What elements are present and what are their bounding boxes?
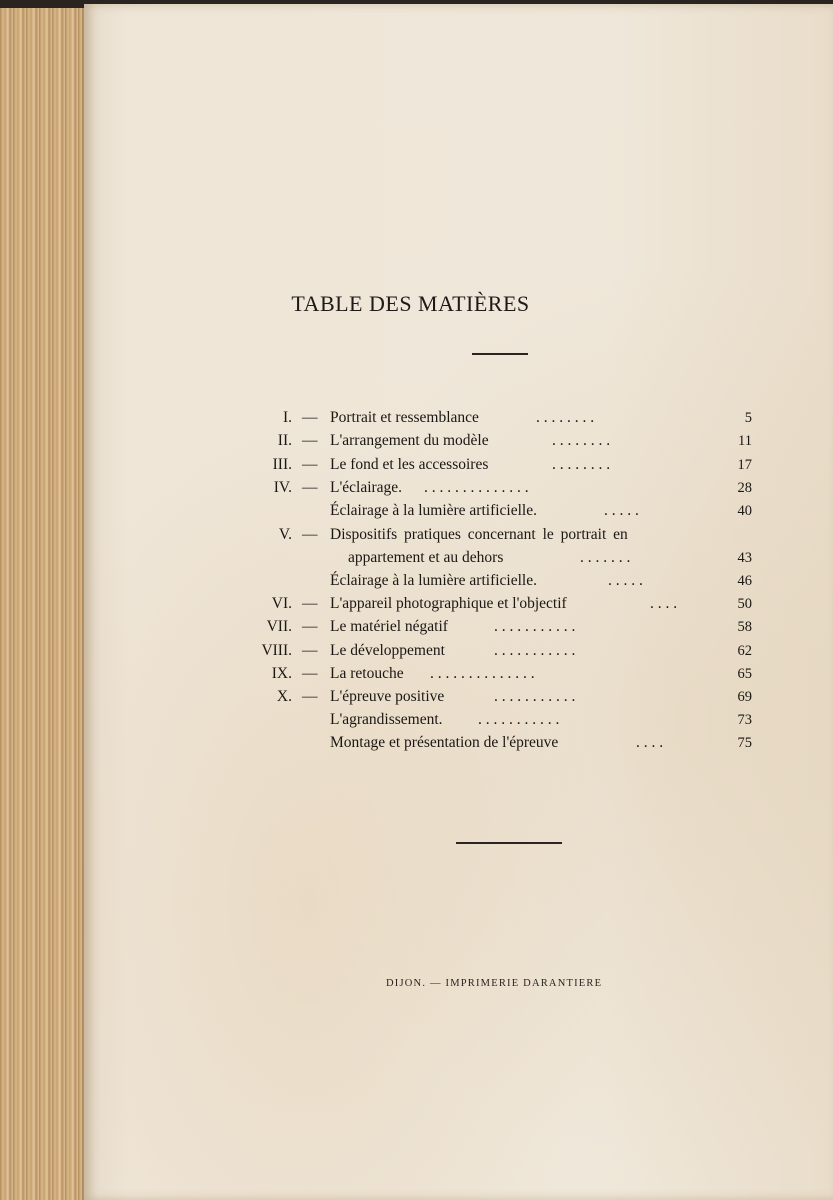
page-number: 11: [738, 433, 752, 449]
leader-dots: . . . . . . . . . . . . . .: [424, 479, 529, 496]
page-number: 58: [737, 619, 752, 635]
page-number: 28: [737, 480, 752, 496]
chapter-title: Le fond et les accessoires: [330, 456, 489, 473]
chapter-title: Portrait et ressemblance: [330, 409, 479, 426]
chapter-dash: —: [302, 526, 318, 543]
chapter-title-continued: appartement et au dehors: [348, 549, 504, 566]
chapter-title: L'épreuve positive: [330, 688, 445, 705]
chapter-number: III.: [272, 456, 292, 473]
chapter-number: VII.: [266, 618, 292, 635]
leader-dots: . . . . .: [604, 502, 639, 519]
closing-rule: [456, 842, 562, 844]
chapter-title: Le matériel négatif: [330, 618, 448, 635]
chapter-number: IV.: [273, 479, 292, 496]
section-title: Montage et présentation de l'épreuve: [330, 734, 559, 751]
page-number: 17: [737, 457, 752, 473]
page-number: 50: [737, 596, 752, 612]
chapter-number: X.: [276, 688, 292, 705]
leader-dots: . . . . . . .: [580, 549, 631, 566]
chapter-title: L'appareil photographique et l'objectif: [330, 595, 567, 612]
leader-dots: . . . .: [636, 734, 664, 751]
leader-dots: . . . . .: [608, 572, 643, 589]
leader-dots: . . . . . . . .: [552, 432, 611, 449]
chapter-title: Le développement: [330, 642, 445, 659]
page-number: 46: [737, 573, 752, 589]
chapter-title: L'éclairage.: [330, 479, 403, 496]
page-number: 62: [737, 643, 752, 659]
page-number: 75: [737, 735, 752, 751]
leader-dots: . . . .: [650, 595, 678, 612]
chapter-title: Dispositifs pratiques concernant le portrait en: [330, 526, 628, 543]
chapter-title: La retouche: [330, 665, 404, 682]
chapter-dash: —: [302, 456, 318, 473]
leader-dots: . . . . . . . . . . .: [494, 642, 576, 659]
chapter-dash: —: [302, 595, 318, 612]
chapter-dash: —: [302, 688, 318, 705]
chapter-dash: —: [302, 618, 318, 635]
chapter-dash: —: [302, 642, 318, 659]
leader-dots: . . . . . . . . . . .: [478, 711, 560, 728]
chapter-dash: —: [302, 665, 318, 682]
chapter-number: VI.: [271, 595, 292, 612]
chapter-number: V.: [278, 526, 292, 543]
chapter-title: L'arrangement du modèle: [330, 432, 489, 449]
page-edges: [0, 8, 92, 1200]
page-number: 43: [737, 550, 752, 566]
section-title: Éclairage à la lumière artificielle.: [330, 502, 537, 519]
printer-imprint: DIJON. — IMPRIMERIE DARANTIERE: [386, 978, 603, 989]
chapter-dash: —: [302, 432, 318, 449]
section-title: Éclairage à la lumière artificielle.: [330, 572, 537, 589]
page-number: 5: [744, 410, 752, 426]
chapter-dash: —: [302, 479, 318, 496]
leader-dots: . . . . . . . .: [552, 456, 611, 473]
chapter-number: VIII.: [261, 642, 292, 659]
page-number: 40: [737, 503, 752, 519]
page-number: 69: [737, 689, 752, 705]
page-number: 65: [737, 666, 752, 682]
table-of-contents: [84, 4, 833, 1200]
chapter-number: II.: [277, 432, 292, 449]
leader-dots: . . . . . . . . . . . . . .: [430, 665, 535, 682]
leader-dots: . . . . . . . .: [536, 409, 595, 426]
leader-dots: . . . . . . . . . . .: [494, 688, 576, 705]
page: [84, 4, 833, 1200]
chapter-number: IX.: [271, 665, 292, 682]
page-number: 73: [737, 712, 752, 728]
leader-dots: . . . . . . . . . . .: [494, 618, 576, 635]
section-title: L'agrandissement.: [330, 711, 443, 728]
chapter-dash: —: [302, 409, 318, 426]
chapter-number: I.: [282, 409, 292, 426]
page-title: TABLE DES MATIÈRES: [291, 291, 530, 316]
